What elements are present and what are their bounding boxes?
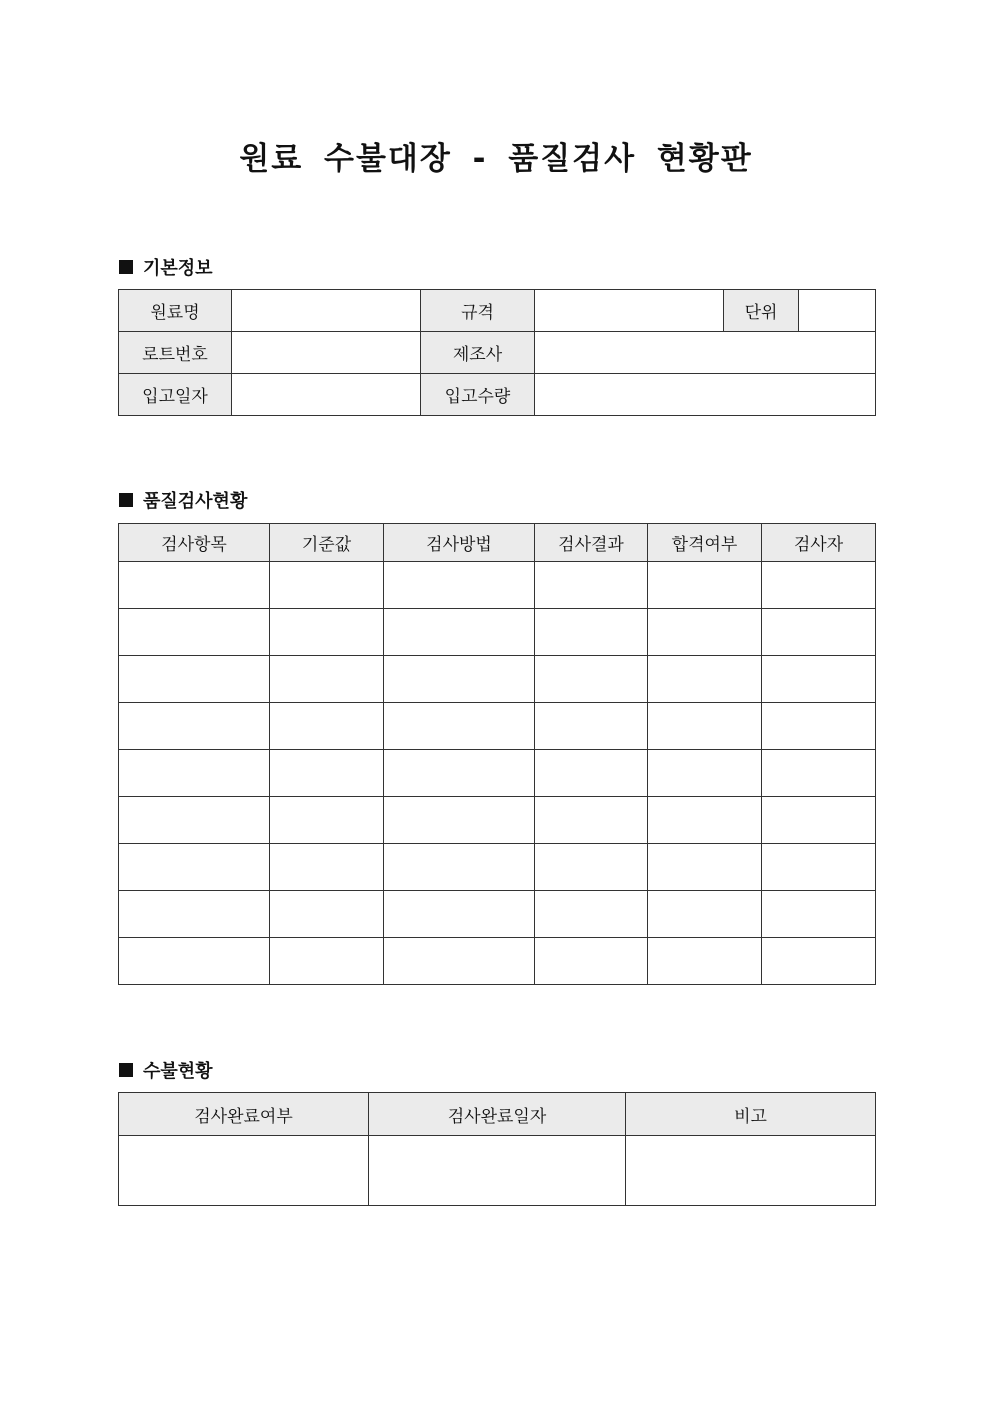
- column-header: 검사완료여부: [119, 1093, 369, 1136]
- table-row: [119, 844, 876, 891]
- table-cell[interactable]: [119, 1136, 369, 1206]
- table-cell[interactable]: [648, 844, 762, 891]
- table-cell[interactable]: [119, 609, 270, 656]
- receipt-qty-label: 입고수량: [421, 374, 535, 416]
- square-bullet-icon: [119, 1063, 133, 1077]
- table-cell[interactable]: [270, 844, 384, 891]
- spec-field[interactable]: [535, 290, 724, 332]
- section-heading-basic-info: [119, 254, 213, 280]
- table-cell[interactable]: [384, 938, 535, 985]
- table-cell[interactable]: [384, 562, 535, 609]
- table-cell[interactable]: [648, 656, 762, 703]
- table-header-row: [119, 524, 876, 562]
- table-cell[interactable]: [648, 562, 762, 609]
- table-row: [119, 290, 876, 332]
- table-cell[interactable]: [762, 562, 876, 609]
- table-row: [119, 609, 876, 656]
- table-row: [119, 332, 876, 374]
- table-cell[interactable]: [270, 797, 384, 844]
- table-cell[interactable]: [535, 609, 648, 656]
- manufacturer-field[interactable]: [535, 332, 876, 374]
- table-row: [119, 797, 876, 844]
- table-cell[interactable]: [648, 797, 762, 844]
- manufacturer-label: 제조사: [421, 332, 535, 374]
- receipt-date-field[interactable]: [232, 374, 421, 416]
- table-cell[interactable]: [535, 656, 648, 703]
- column-header: 검사완료일자: [369, 1093, 626, 1136]
- basic-info-table: [118, 289, 876, 416]
- table-header-row: [119, 1093, 876, 1136]
- table-row: [119, 938, 876, 985]
- table-cell[interactable]: [384, 844, 535, 891]
- table-cell[interactable]: [384, 703, 535, 750]
- table-cell[interactable]: [270, 750, 384, 797]
- table-cell[interactable]: [119, 656, 270, 703]
- table-cell[interactable]: [535, 891, 648, 938]
- table-cell[interactable]: [762, 750, 876, 797]
- column-header: 비고: [626, 1093, 876, 1136]
- table-cell[interactable]: [119, 844, 270, 891]
- table-row: [119, 656, 876, 703]
- quality-inspection-table: [118, 523, 876, 985]
- unit-field[interactable]: [799, 290, 876, 332]
- receipt-qty-field[interactable]: [535, 374, 876, 416]
- receipt-status-table: [118, 1092, 876, 1206]
- table-cell[interactable]: [384, 656, 535, 703]
- lot-no-field[interactable]: [232, 332, 421, 374]
- table-cell[interactable]: [762, 656, 876, 703]
- table-cell[interactable]: [270, 891, 384, 938]
- table-cell[interactable]: [648, 750, 762, 797]
- table-cell[interactable]: [535, 844, 648, 891]
- table-cell[interactable]: [119, 703, 270, 750]
- table-row: [119, 562, 876, 609]
- table-cell[interactable]: [119, 797, 270, 844]
- section-heading-receipt-status: [119, 1057, 213, 1083]
- table-cell[interactable]: [762, 797, 876, 844]
- table-cell[interactable]: [384, 609, 535, 656]
- table-cell[interactable]: [535, 703, 648, 750]
- table-cell[interactable]: [270, 656, 384, 703]
- table-row: [119, 891, 876, 938]
- table-cell[interactable]: [369, 1136, 626, 1206]
- table-cell[interactable]: [535, 562, 648, 609]
- table-cell[interactable]: [762, 609, 876, 656]
- table-cell[interactable]: [535, 938, 648, 985]
- table-cell[interactable]: [119, 891, 270, 938]
- table-cell[interactable]: [119, 562, 270, 609]
- section-heading-quality-inspection: [119, 487, 247, 513]
- table-cell[interactable]: [384, 891, 535, 938]
- table-cell[interactable]: [762, 938, 876, 985]
- table-cell[interactable]: [384, 797, 535, 844]
- table-cell[interactable]: [762, 844, 876, 891]
- table-cell[interactable]: [535, 750, 648, 797]
- section-heading-label: 수불현황: [143, 1061, 213, 1082]
- table-cell[interactable]: [384, 750, 535, 797]
- square-bullet-icon: [119, 493, 133, 507]
- table-cell[interactable]: [762, 703, 876, 750]
- table-cell[interactable]: [119, 750, 270, 797]
- table-cell[interactable]: [648, 703, 762, 750]
- material-name-field[interactable]: [232, 290, 421, 332]
- column-header: 검사결과: [535, 524, 648, 562]
- table-row: [119, 374, 876, 416]
- column-header: 기준값: [270, 524, 384, 562]
- column-header: 검사항목: [119, 524, 270, 562]
- table-cell[interactable]: [648, 938, 762, 985]
- table-cell[interactable]: [648, 891, 762, 938]
- material-name-label: 원료명: [119, 290, 232, 332]
- table-cell[interactable]: [762, 891, 876, 938]
- receipt-date-label: 입고일자: [119, 374, 232, 416]
- table-cell[interactable]: [270, 938, 384, 985]
- section-heading-label: 기본정보: [143, 258, 213, 279]
- lot-no-label: 로트번호: [119, 332, 232, 374]
- table-cell[interactable]: [535, 797, 648, 844]
- column-header: 검사방법: [384, 524, 535, 562]
- page-title: 원료 수불대장 - 품질검사 현황판: [239, 141, 753, 177]
- table-cell[interactable]: [270, 703, 384, 750]
- table-row: [119, 750, 876, 797]
- column-header: 검사자: [762, 524, 876, 562]
- square-bullet-icon: [119, 260, 133, 274]
- table-row: [119, 1136, 876, 1206]
- table-cell[interactable]: [270, 562, 384, 609]
- table-cell[interactable]: [270, 609, 384, 656]
- column-header: 합격여부: [648, 524, 762, 562]
- table-cell[interactable]: [648, 609, 762, 656]
- section-heading-label: 품질검사현황: [143, 491, 248, 512]
- unit-label: 단위: [724, 290, 799, 332]
- spec-label: 규격: [421, 290, 535, 332]
- table-row: [119, 703, 876, 750]
- table-cell[interactable]: [119, 938, 270, 985]
- table-cell[interactable]: [626, 1136, 876, 1206]
